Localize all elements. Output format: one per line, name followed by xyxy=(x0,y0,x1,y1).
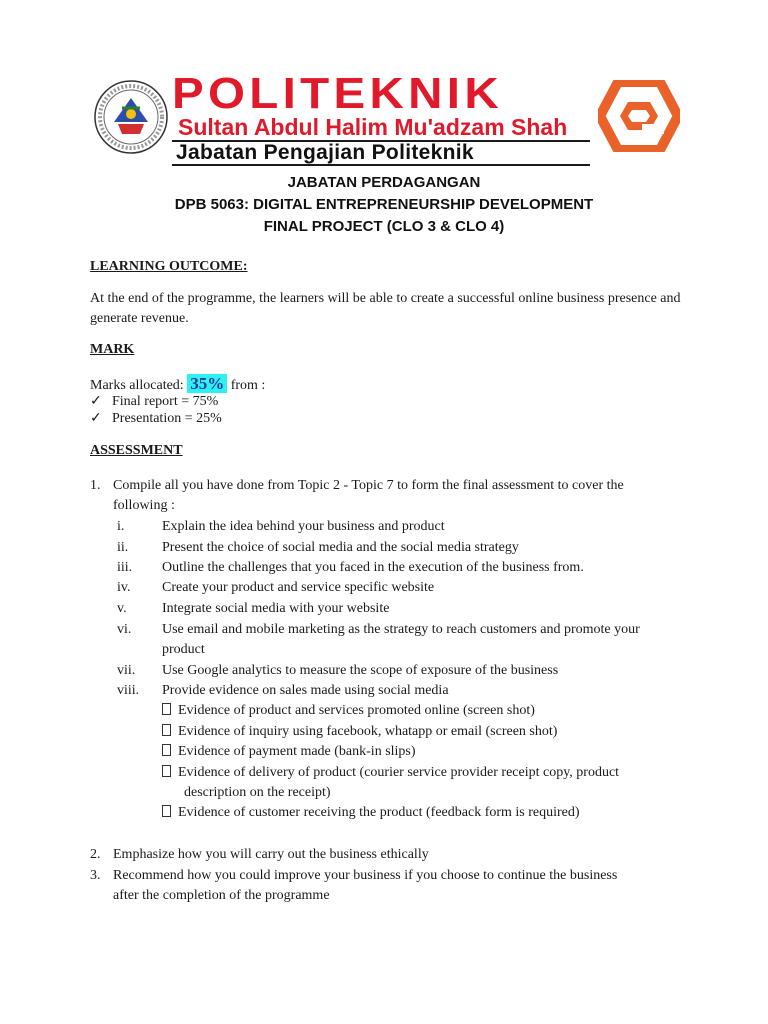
brand-department: Jabatan Pengajian Politeknik xyxy=(176,141,474,164)
polytechnic-seal-icon xyxy=(92,78,170,156)
brand-subtitle: Sultan Abdul Halim Mu'adzam Shah xyxy=(178,114,568,140)
list-number: 3. xyxy=(90,868,101,883)
mark-item xyxy=(90,409,222,429)
evidence-text: Evidence of payment made (bank-in slips) xyxy=(178,744,416,759)
assessment-item-text: after the completion of the programme xyxy=(113,888,330,903)
sub-item-text: product xyxy=(162,642,205,657)
checkmark-icon: ✓ xyxy=(90,394,102,409)
marks-value-highlight: 35% xyxy=(187,374,227,393)
evidence-text-continued: description on the receipt) xyxy=(184,785,331,800)
evidence-text: Evidence of delivery of product (courier service provider receipt copy, product xyxy=(178,765,620,780)
sub-number: vii. xyxy=(117,663,136,678)
mark-heading: MARK xyxy=(90,342,135,357)
evidence-item xyxy=(162,763,619,783)
assessment-item-text: Emphasize how you will carry out the business ethically xyxy=(113,847,429,862)
assessment-item-text: Recommend how you could improve your business if you choose to continue the business xyxy=(113,868,618,883)
sub-number: ii. xyxy=(117,540,129,555)
assessment-item-text: following : xyxy=(113,498,175,513)
bullet-box-icon xyxy=(162,805,171,817)
mark-item-text: Final report = 75% xyxy=(112,394,219,409)
sub-item-text: Integrate social media with your website xyxy=(162,601,390,616)
bullet-box-icon xyxy=(162,703,171,715)
sub-item-text: Explain the idea behind your business and product xyxy=(162,519,445,534)
sub-number: iv. xyxy=(117,580,131,595)
sub-number: v. xyxy=(117,601,127,616)
sub-number: viii. xyxy=(117,683,140,698)
evidence-item xyxy=(162,742,416,762)
sub-number: iii. xyxy=(117,560,133,575)
brand-wordmark xyxy=(172,69,612,166)
course-title: DPB 5063: DIGITAL ENTREPRENEURSHIP DEVELOPMENT xyxy=(174,196,594,213)
brand-title: POLITEKNIK xyxy=(172,69,503,118)
evidence-item xyxy=(162,701,535,721)
evidence-item xyxy=(162,722,557,742)
bullet-box-icon xyxy=(162,765,171,777)
evidence-text: Evidence of product and services promoted online (screen shot) xyxy=(178,703,535,718)
sub-item-text: Use Google analytics to measure the scope of exposure of the business xyxy=(162,663,559,678)
bullet-box-icon xyxy=(162,724,171,736)
marks-suffix: from : xyxy=(230,378,266,393)
document-titles xyxy=(0,172,768,238)
sub-item-text: Use email and mobile marketing as the strategy to reach customers and promote your xyxy=(162,622,640,637)
bullet-box-icon xyxy=(162,744,171,756)
evidence-item xyxy=(162,803,580,823)
department-title: JABATAN PERDAGANGAN xyxy=(287,174,481,191)
sub-item-text: Outline the challenges that you faced in the execution of the business from. xyxy=(162,560,584,575)
marks-label: Marks allocated: xyxy=(90,378,184,393)
project-title: FINAL PROJECT (CLO 3 & CLO 4) xyxy=(263,218,505,235)
polytechnic-logo-icon xyxy=(598,80,680,152)
list-number: 1. xyxy=(90,478,101,493)
evidence-text: Evidence of customer receiving the product (feedback form is required) xyxy=(178,805,580,820)
checkmark-icon: ✓ xyxy=(90,411,102,426)
assessment-heading: ASSESSMENT xyxy=(90,443,183,458)
evidence-text: Evidence of inquiry using facebook, whatapp or email (screen shot) xyxy=(178,724,558,739)
mark-item-text: Presentation = 25% xyxy=(112,411,222,426)
sub-number: i. xyxy=(117,519,125,534)
header-logo xyxy=(92,69,692,166)
learning-outcome-text: At the end of the programme, the learners will be able to create a successful online business presence and generate revenue. xyxy=(90,291,681,326)
sub-number: vi. xyxy=(117,622,132,637)
learning-outcome-heading: LEARNING OUTCOME: xyxy=(90,259,248,274)
sub-item-text: Create your product and service specific website xyxy=(162,580,435,595)
divider xyxy=(172,164,590,166)
assessment-item-text: Compile all you have done from Topic 2 - Topic 7 to form the final assessment to cover the xyxy=(113,478,624,493)
sub-item-text: Present the choice of social media and the social media strategy xyxy=(162,540,519,555)
list-number: 2. xyxy=(90,847,101,862)
sub-item-text: Provide evidence on sales made using social media xyxy=(162,683,449,698)
